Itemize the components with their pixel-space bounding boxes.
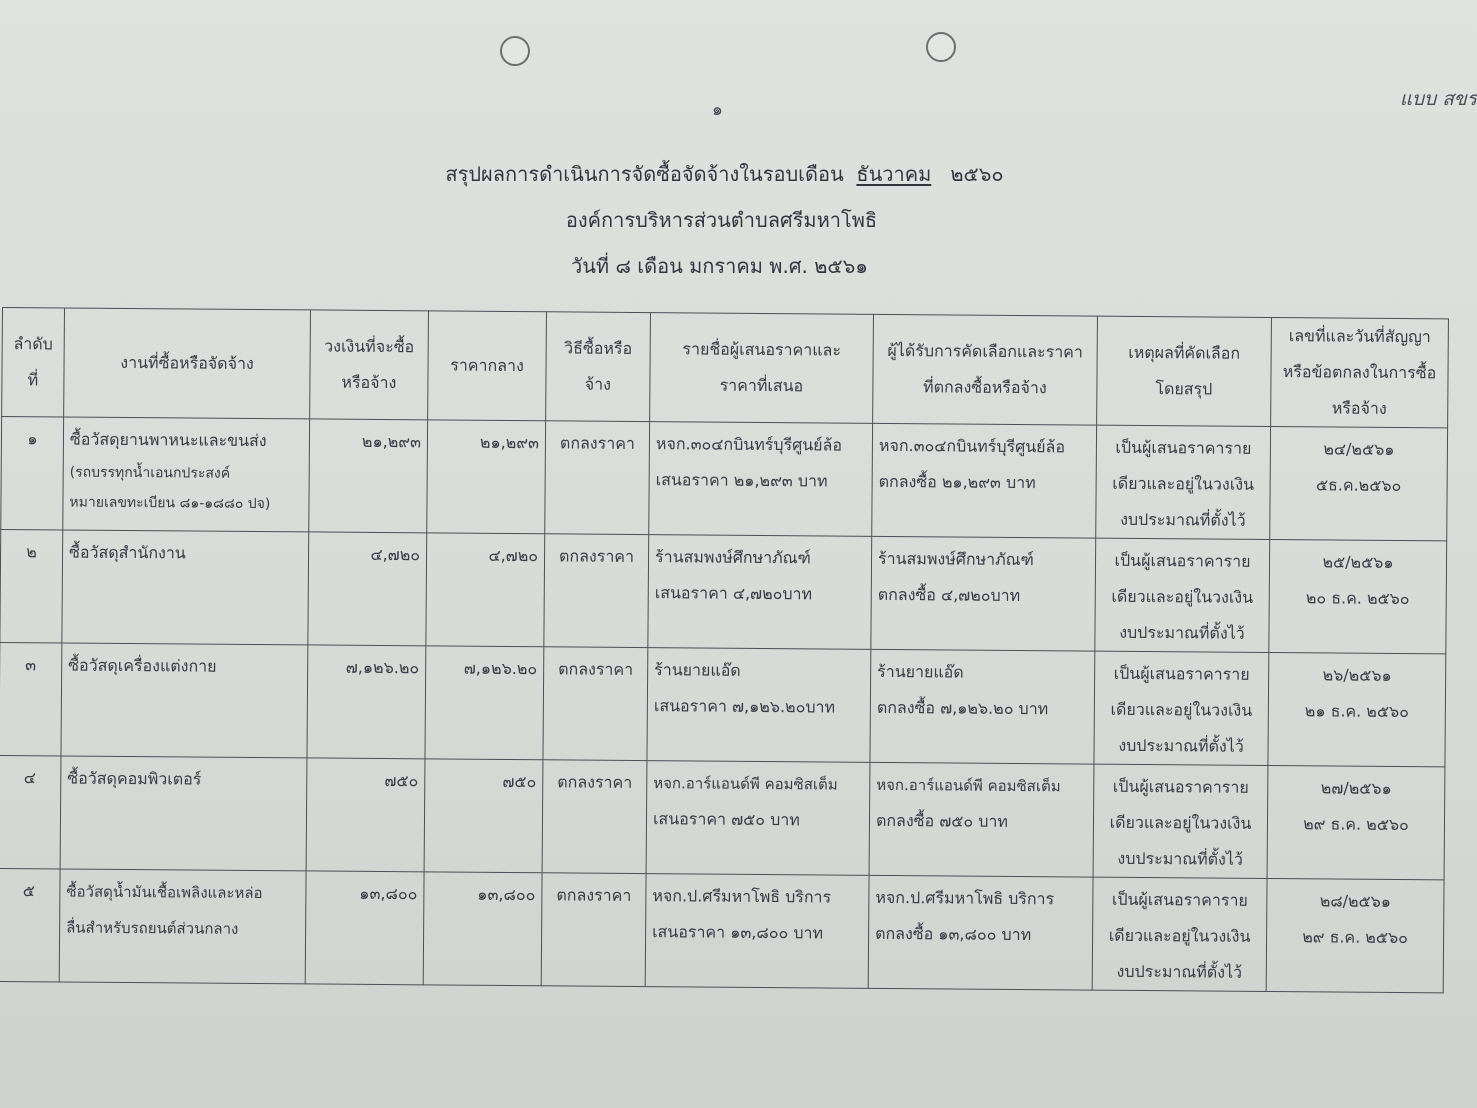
row-reason xyxy=(1092,877,1267,991)
winner-name: ร้านสมพงษ์ศึกษาภัณฑ์ xyxy=(877,548,1034,570)
bidder-name: ร้านสมพงษ์ศึกษาภัณฑ์ xyxy=(654,547,811,568)
item-name: ซื้อวัสดุยานพาหนะและขนส่ง xyxy=(69,429,267,451)
reason-line: เป็นผู้เสนอราคาราย xyxy=(1114,550,1251,571)
agreed-price: ตกลงซื้อ ๑๓,๘๐๐ บาท xyxy=(875,923,1032,945)
organization-name: องค์การบริหารส่วนตำบลศรีมหาโพธิ xyxy=(565,208,878,232)
col-header-reason: เหตุผลที่คัดเลือกโดยสรุป xyxy=(1097,316,1272,426)
punch-hole-right xyxy=(926,32,956,62)
row-number: ๑ xyxy=(1,417,64,530)
row-number: ๓ xyxy=(0,642,62,755)
bid-price: เสนอราคา ๑๓,๘๐๐ บาท xyxy=(652,922,824,943)
row-method: ตกลงราคา xyxy=(542,760,647,874)
row-winner xyxy=(869,762,1094,877)
bid-price: เสนอราคา ๗,๑๒๖.๒๐บาท xyxy=(653,696,836,717)
col-header-no: ลำดับที่ xyxy=(2,308,65,417)
reason-line: งบประมาณที่ตั้งไว้ xyxy=(1119,622,1245,643)
reason-line: เป็นผู้เสนอราคาราย xyxy=(1115,437,1252,458)
row-number: ๔ xyxy=(0,755,61,868)
reason-line: เป็นผู้เสนอราคาราย xyxy=(1112,776,1249,797)
title-year: ๒๕๖๐ xyxy=(950,162,1004,186)
bidder-name: หจก.อาร์แอนด์พี คอมซิสเต็ม xyxy=(653,774,838,794)
contract-number: ๒๘/๒๕๖๑ xyxy=(1319,891,1392,911)
procurement-table xyxy=(0,307,1449,993)
agreed-price: ตกลงซื้อ ๗๕๐ บาท xyxy=(875,810,1009,831)
row-contract xyxy=(1266,878,1444,992)
agreed-price: ตกลงซื้อ ๒๑,๒๙๓ บาท xyxy=(878,471,1036,493)
row-budget: ๔,๗๒๐ xyxy=(308,532,427,646)
winner-name: ร้านยายแอ๊ด xyxy=(877,661,964,682)
agreed-price: ตกลงซื้อ ๗,๑๒๖.๒๐ บาท xyxy=(876,697,1049,719)
col-header-budget: วงเงินที่จะซื้อหรือจ้าง xyxy=(310,310,429,420)
row-method: ตกลงราคา xyxy=(544,534,649,648)
bid-price: เสนอราคา ๒๑,๒๙๓ บาท xyxy=(655,470,828,491)
document-title xyxy=(0,158,1463,190)
row-contract xyxy=(1267,765,1445,879)
col-header-contract: เลขที่และวันที่สัญญาหรือข้อตกลงในการซื้อหรือจ้าง xyxy=(1271,317,1449,427)
row-contract xyxy=(1270,426,1448,540)
row-winner xyxy=(868,875,1093,990)
row-contract xyxy=(1269,539,1447,653)
contract-number: ๒๕/๒๕๖๑ xyxy=(1322,552,1394,572)
item-name: ซื้อวัสดุสำนักงาน xyxy=(69,542,186,563)
row-median-price: ๗๕๐ xyxy=(424,759,543,873)
row-number: ๒ xyxy=(0,529,63,642)
row-contract xyxy=(1268,652,1446,766)
table-header-row xyxy=(2,308,1449,428)
item-detail: หมายเลขทะเบียน ๘๑-๑๘๘๐ ปจ) xyxy=(69,494,271,513)
form-code: แบบ สขร xyxy=(1399,88,1477,110)
bidder-name: ร้านยายแอ๊ด xyxy=(654,660,741,680)
row-bidder xyxy=(647,648,871,763)
item-detail: ลื่นสำหรับรถยนต์ส่วนกลาง xyxy=(66,918,239,938)
contract-date: ๒๑ ธ.ค. ๒๕๖๐ xyxy=(1304,701,1409,722)
winner-name: หจก.ป.ศรีมหาโพธิ บริการ xyxy=(875,887,1055,909)
row-reason xyxy=(1095,538,1270,652)
title-prefix: สรุปผลการดำเนินการจัดซื้อจัดจ้างในรอบเดือน xyxy=(445,162,844,186)
bid-price: เสนอราคา ๔,๗๒๐บาท xyxy=(654,583,813,604)
reason-line: เป็นผู้เสนอราคาราย xyxy=(1111,889,1248,910)
col-header-method: วิธีซื้อหรือจ้าง xyxy=(546,312,651,422)
row-median-price: ๗,๑๒๖.๒๐ xyxy=(425,646,544,760)
table-row xyxy=(0,868,1444,992)
row-item xyxy=(63,417,310,532)
row-reason xyxy=(1093,764,1268,878)
row-budget: ๑๓,๘๐๐ xyxy=(305,871,424,985)
row-method: ตกลงราคา xyxy=(543,647,648,761)
contract-number: ๒๖/๒๕๖๑ xyxy=(1322,665,1392,685)
reason-line: เดียวและอยู่ในวงเงิน xyxy=(1112,473,1255,494)
col-header-bidders: รายชื่อผู้เสนอราคาและราคาที่เสนอ xyxy=(650,313,874,424)
reason-line: เดียวและอยู่ในวงเงิน xyxy=(1108,925,1251,946)
reason-line: เป็นผู้เสนอราคาราย xyxy=(1113,663,1250,684)
row-bidder xyxy=(646,761,870,876)
winner-name: หจก.อาร์แอนด์พี คอมซิสเต็ม xyxy=(876,775,1061,796)
item-name: ซื้อวัสดุคอมพิวเตอร์ xyxy=(67,768,202,789)
table-row xyxy=(1,417,1448,541)
col-header-item: งานที่ซื้อหรือจัดจ้าง xyxy=(64,308,311,419)
row-item xyxy=(62,530,309,645)
contract-number: ๒๗/๒๕๖๑ xyxy=(1320,778,1392,798)
row-bidder xyxy=(649,422,873,537)
bidder-name: หจก.ป.ศรีมหาโพธิ บริการ xyxy=(652,886,832,907)
row-reason xyxy=(1094,651,1269,765)
row-median-price: ๔,๗๒๐ xyxy=(426,533,545,647)
reason-line: เดียวและอยู่ในวงเงิน xyxy=(1111,586,1254,607)
row-bidder xyxy=(648,535,872,650)
row-reason xyxy=(1096,425,1271,539)
table-row xyxy=(0,755,1445,879)
contract-date: ๕ธ.ค.๒๕๖๐ xyxy=(1315,475,1402,495)
reason-line: เดียวและอยู่ในวงเงิน xyxy=(1109,812,1252,833)
contract-number: ๒๔/๒๕๖๑ xyxy=(1323,439,1395,459)
reason-line: งบประมาณที่ตั้งไว้ xyxy=(1118,735,1244,756)
reason-line: งบประมาณที่ตั้งไว้ xyxy=(1117,848,1244,869)
row-winner xyxy=(870,649,1095,764)
bid-price: เสนอราคา ๗๕๐ บาท xyxy=(652,809,800,830)
row-winner xyxy=(871,536,1096,651)
table-row xyxy=(0,642,1446,766)
row-item xyxy=(60,756,307,871)
row-budget: ๒๑,๒๙๓ xyxy=(309,419,428,533)
contract-date: ๒๐ ธ.ค. ๒๕๖๐ xyxy=(1305,588,1410,609)
row-budget: ๗๕๐ xyxy=(306,758,425,872)
contract-date: ๒๙ ธ.ค. ๒๕๖๐ xyxy=(1303,814,1409,835)
col-header-median-price: ราคากลาง xyxy=(428,311,547,421)
item-name: ซื้อวัสดุน้ำมันเชื้อเพลิงและหล่อ xyxy=(66,882,263,903)
reason-line: เดียวและอยู่ในวงเงิน xyxy=(1110,699,1253,720)
col-header-winner: ผู้ได้รับการคัดเลือกและราคาที่ตกลงซื้อหรือจ้าง xyxy=(873,314,1098,425)
title-month: ธันวาคม xyxy=(856,162,932,186)
row-item xyxy=(59,869,306,984)
page-number: ๑ xyxy=(712,100,723,120)
row-budget: ๗,๑๒๖.๒๐ xyxy=(307,645,426,759)
table-row xyxy=(0,529,1447,653)
row-method: ตกลงราคา xyxy=(541,873,646,987)
contract-date: ๒๙ ธ.ค. ๒๕๖๐ xyxy=(1302,927,1408,948)
document-date: วันที่ ๘ เดือน มกราคม พ.ศ. ๒๕๖๑ xyxy=(571,254,868,278)
agreed-price: ตกลงซื้อ ๔,๗๒๐บาท xyxy=(877,584,1021,606)
row-number: ๕ xyxy=(0,868,60,981)
row-median-price: ๑๓,๘๐๐ xyxy=(423,872,542,986)
row-item xyxy=(61,643,308,758)
row-median-price: ๒๑,๒๙๓ xyxy=(427,420,546,534)
reason-line: งบประมาณที่ตั้งไว้ xyxy=(1116,961,1243,982)
row-bidder xyxy=(645,874,869,989)
punch-hole-left xyxy=(500,36,530,66)
reason-line: งบประมาณที่ตั้งไว้ xyxy=(1120,509,1246,530)
winner-name: หจก.๓๐๔กบินทร์บุรีศูนย์ล้อ xyxy=(878,435,1066,457)
item-detail: (รถบรรทุกน้ำเอนกประสงค์ xyxy=(69,464,231,482)
bidder-name: หจก.๓๐๔กบินทร์บุรีศูนย์ล้อ xyxy=(655,434,843,455)
item-name: ซื้อวัสดุเครื่องแต่งกาย xyxy=(68,655,217,676)
row-winner xyxy=(872,423,1097,538)
row-method: ตกลงราคา xyxy=(545,421,650,535)
